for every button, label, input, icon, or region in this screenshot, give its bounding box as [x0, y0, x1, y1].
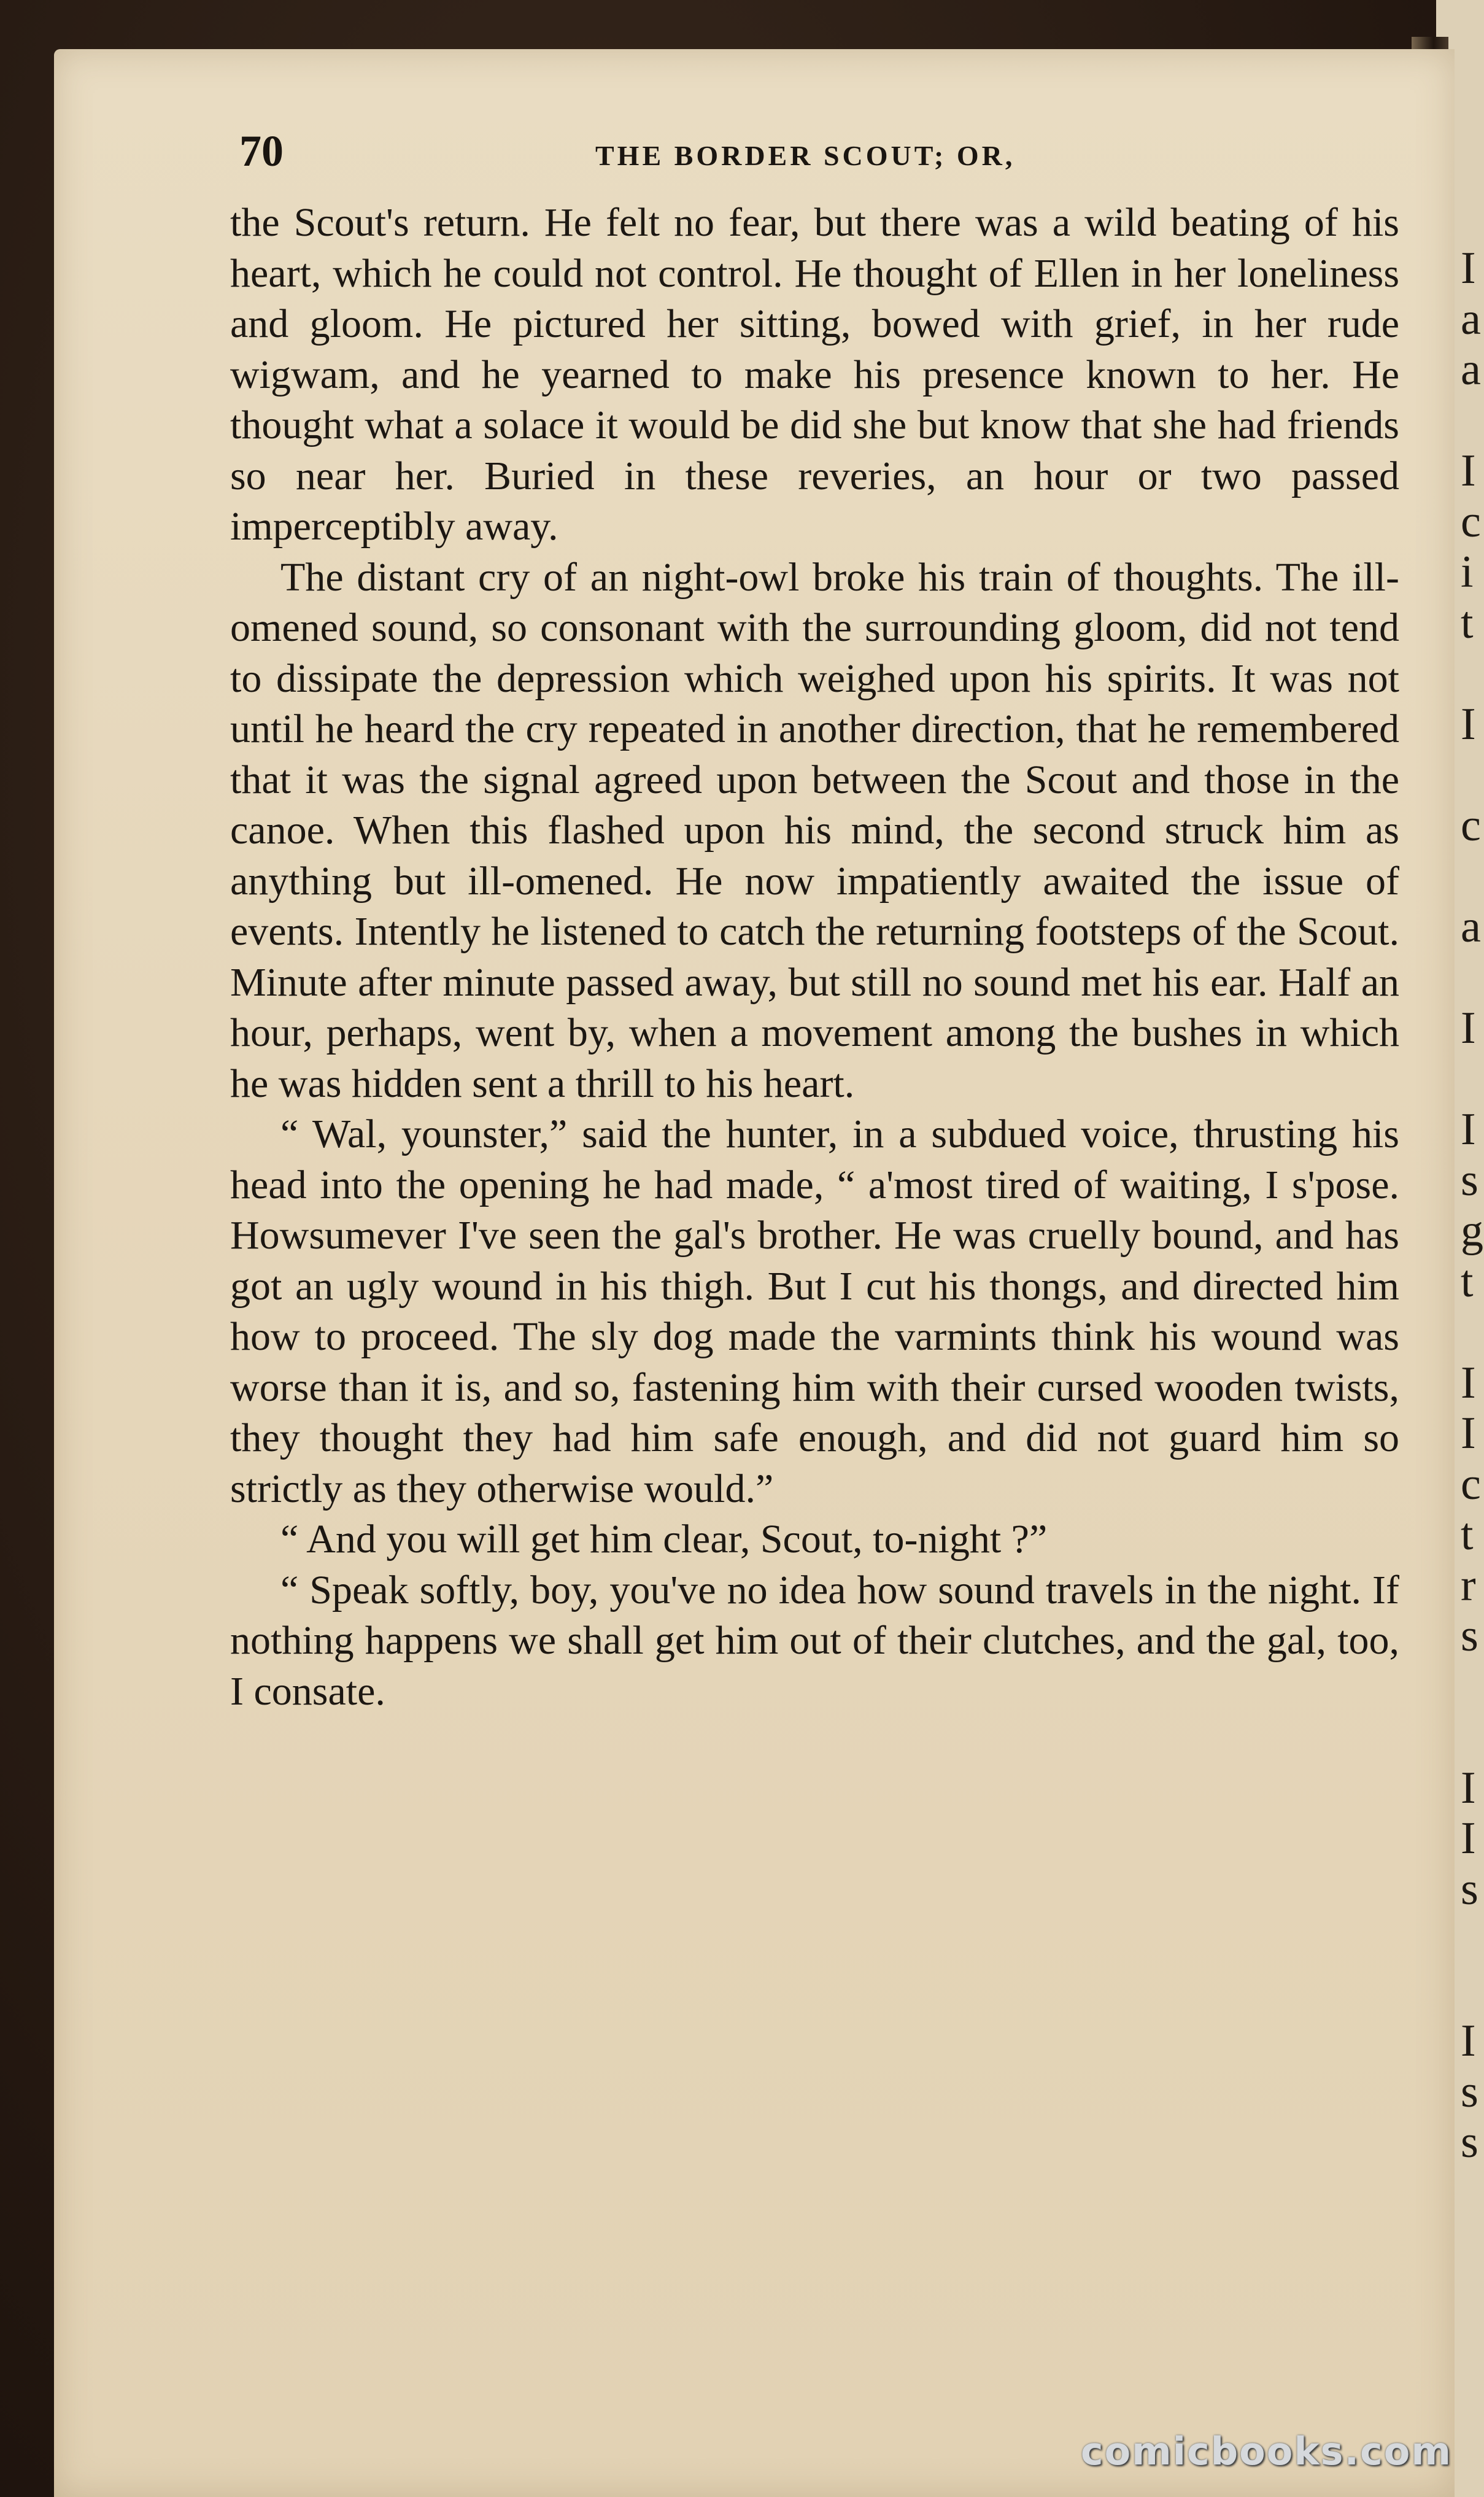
adjacent-letter: c — [1461, 1459, 1481, 1509]
adjacent-letter: t — [1461, 1509, 1474, 1560]
adjacent-letter: I — [1461, 2016, 1476, 2066]
adjacent-letter: s — [1461, 2067, 1478, 2117]
paragraph: The distant cry of an night-owl broke his train of thoughts. The ill-omened sound, so consonant with the surrounding gloom, did not tend to dissipate the depression which weighed upon his spirits. It was not until he heard the cry repeated in another direction, that he remembered that it was the signal agreed upon between the Scout and those in the canoe. When this flashed upon his mind, the second struck him as anything but ill-omened. He now impatiently awaited the issue of events. Intently he listened to catch the returning footsteps of the Scout. Minute after minute passed away, but still no sound met his ear. Half an hour, perhaps, went by, when a movement among the bushes in which he was hidden sent a thrill to his heart. — [230, 554, 1399, 1106]
adjacent-letter: I — [1461, 1763, 1476, 1813]
adjacent-letter: s — [1461, 1864, 1478, 1914]
adjacent-letter: r — [1461, 1560, 1476, 1611]
paragraph: the Scout's return. He felt no fear, but there was a wild beating of his heart, which he could not control. He thought of Ellen in her loneliness and gloom. He pictured her sitting, bowed with grief, in her rude wigwam, and he yearned to make his presence known to her. He thought what a solace it would be did she but know that she had friends so near her. Buried in these reveries, an hour or two passed imperceptibly away. — [230, 200, 1399, 549]
adjacent-letter: I — [1461, 699, 1476, 749]
adjacent-letter: c — [1461, 497, 1481, 547]
page-body — [230, 198, 1399, 1717]
adjacent-letter: s — [1461, 1611, 1478, 1661]
paragraph: “ Wal, younster,” said the hunter, in a subdued voice, thrusting his head into the opening he had made, “ a'most tired of waiting, I s'pose. Howsumever I've seen the gal's brother. He was cruelly bound, and has got an ugly wound in his thigh. But I cut his thongs, and directed him how to proceed. The sly dog made the varmints think his wound was worse than it is, and so, fastening him with their cursed wooden twists, they thought they had him safe enough, and did not guard him so strictly as they otherwise would.” — [230, 1112, 1399, 1511]
adjacent-letter: t — [1461, 598, 1474, 648]
site-watermark: comicbooks.com — [1080, 2429, 1452, 2474]
adjacent-letter: a — [1461, 294, 1481, 344]
adjacent-letter: c — [1461, 800, 1481, 851]
adjacent-letter: I — [1461, 1408, 1476, 1458]
adjacent-letter: I — [1461, 1003, 1476, 1053]
paragraph: “ Speak softly, boy, you've no idea how sound travels in the night. If nothing happens we shall get him out of their clutches, and the gal, too, I consate. — [230, 1567, 1399, 1714]
adjacent-letter: a — [1461, 902, 1481, 952]
adjacent-letter: I — [1461, 1358, 1476, 1408]
running-title: THE BORDER SCOUT; OR, — [595, 140, 1016, 171]
page-number: 70 — [239, 126, 284, 176]
adjacent-letter: s — [1461, 2117, 1478, 2167]
adjacent-letter: t — [1461, 1256, 1474, 1307]
adjacent-letter: g — [1461, 1206, 1483, 1256]
adjacent-letter: I — [1461, 1104, 1476, 1155]
adjacent-letter: I — [1461, 1813, 1476, 1864]
adjacent-letter: a — [1461, 344, 1481, 395]
page-header — [239, 126, 1405, 187]
adjacent-letter: s — [1461, 1155, 1478, 1206]
adjacent-letter: I — [1461, 243, 1476, 293]
paragraph: “ And you will get him clear, Scout, to-night ?” — [280, 1517, 1048, 1562]
adjacent-letter: I — [1461, 446, 1476, 496]
adjacent-letter: i — [1461, 547, 1474, 597]
